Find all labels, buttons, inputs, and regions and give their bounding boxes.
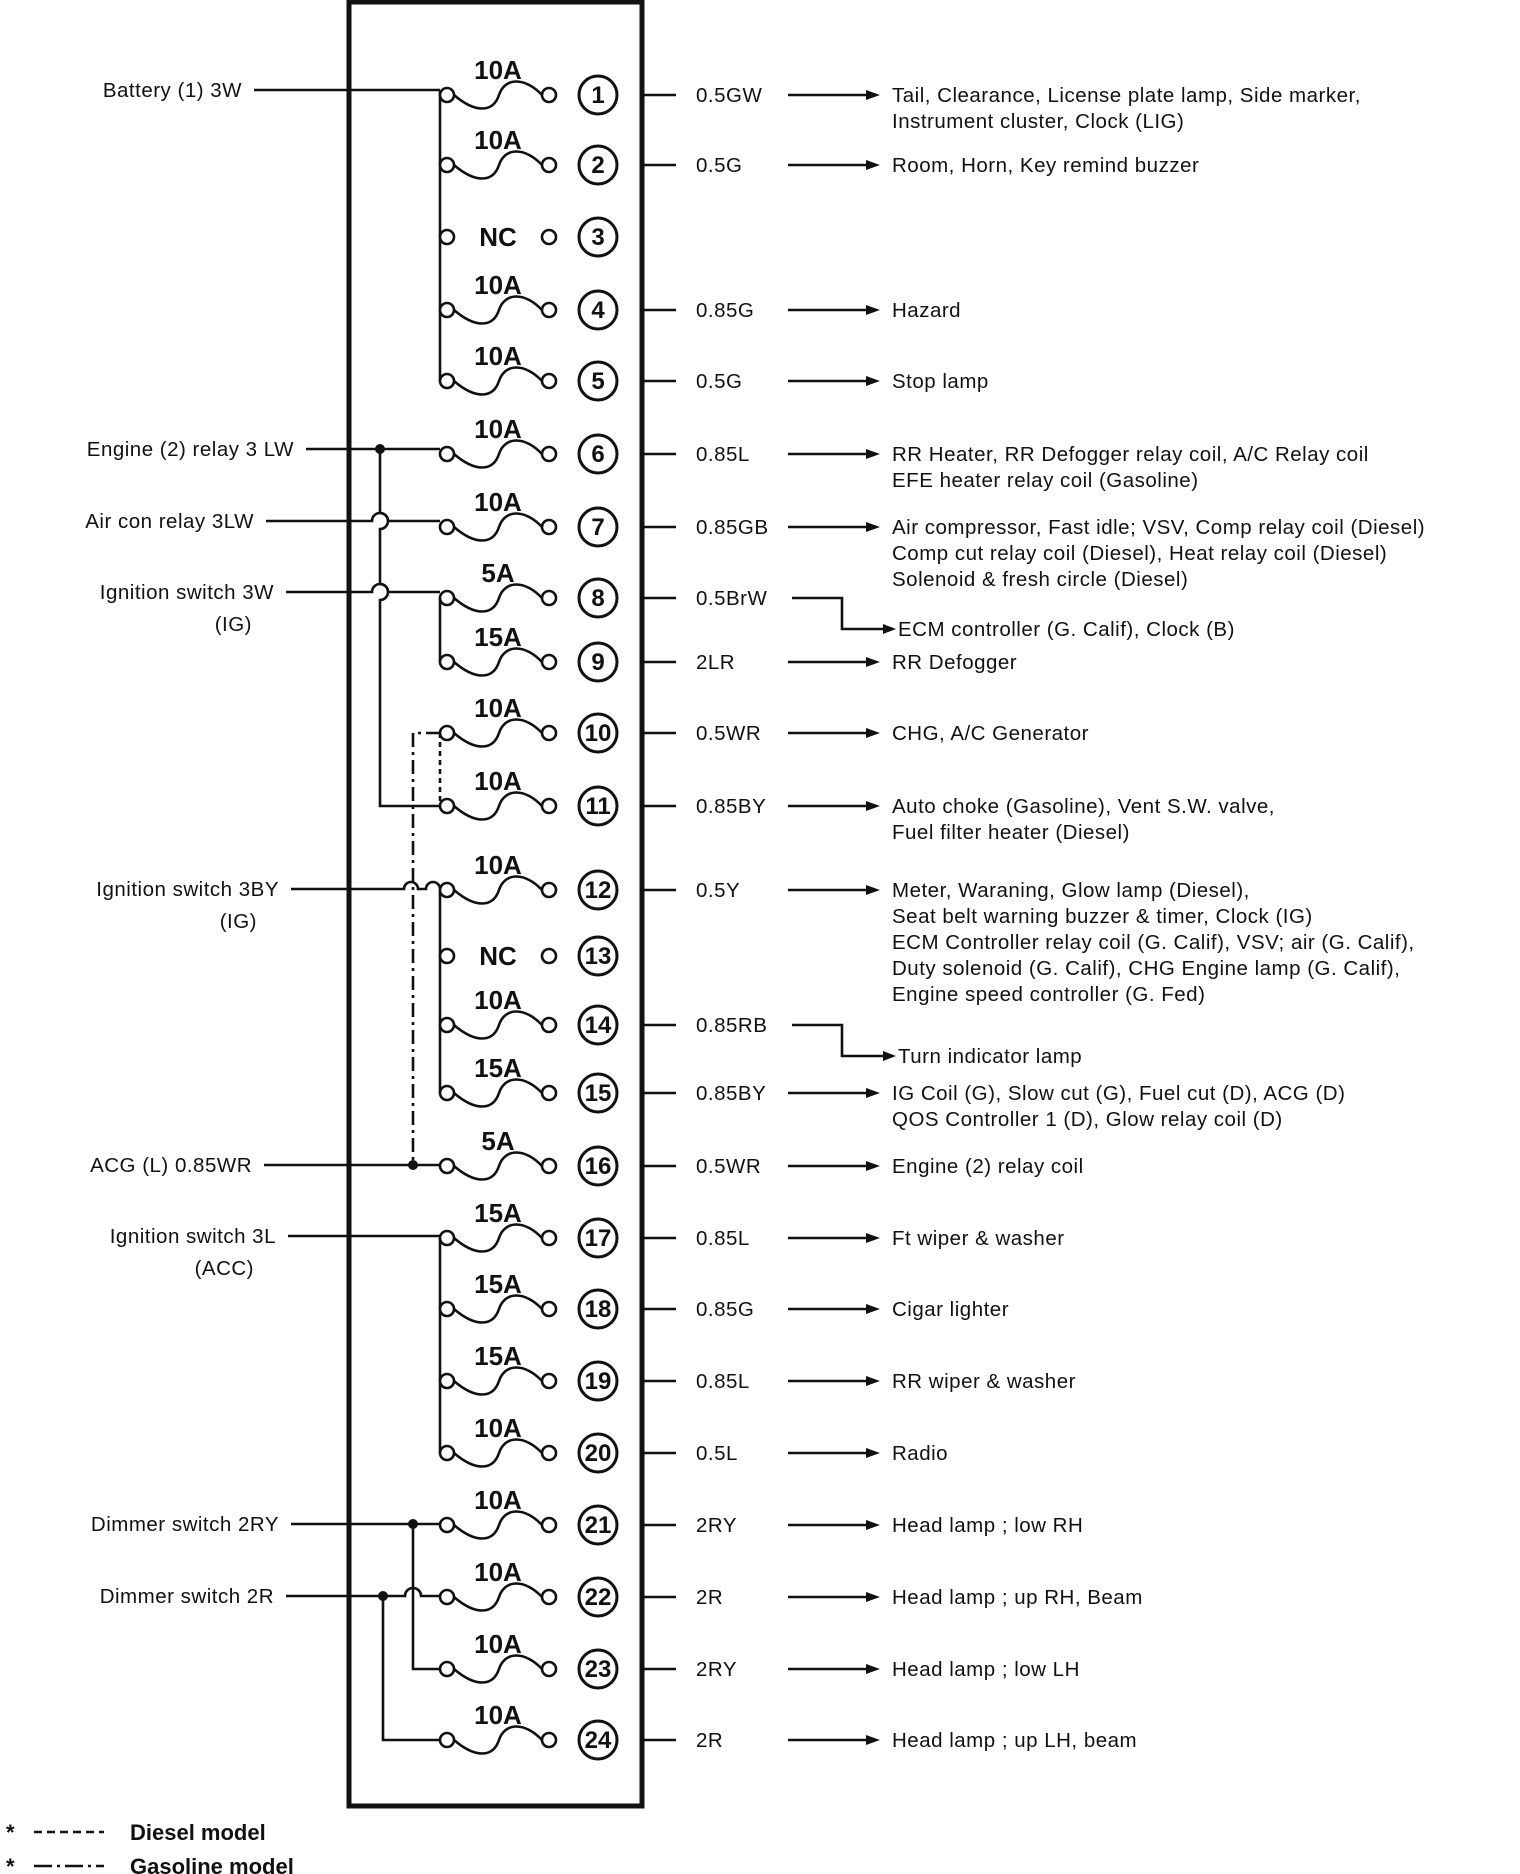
fuse-terminal-in	[440, 303, 454, 317]
fuse-terminal-in	[440, 1590, 454, 1604]
fuse-rating: NC	[479, 222, 517, 252]
fuse-element	[454, 1080, 542, 1107]
arrow-head	[866, 1592, 880, 1602]
arrow-head	[866, 1735, 880, 1745]
destination-line: Ft wiper & washer	[892, 1227, 1065, 1250]
fuse-terminal-out	[542, 1518, 556, 1532]
wire-gauge: 0.5G	[696, 154, 743, 177]
fuse-terminal-out	[542, 303, 556, 317]
output-lead	[792, 598, 883, 629]
legend-mark: *	[6, 1854, 15, 1874]
wire-gauge: 0.5WR	[696, 1155, 762, 1178]
fuse-13	[440, 937, 617, 975]
wire-gauge: 0.5Y	[696, 879, 741, 902]
destination-line: RR Heater, RR Defogger relay coil, A/C Relay coil	[892, 443, 1369, 466]
fuse-terminal-in	[440, 1018, 454, 1032]
fuse-number: 3	[591, 224, 605, 251]
fuse-1	[440, 55, 1361, 133]
fuse-6	[440, 414, 1369, 492]
destination-line: CHG, A/C Generator	[892, 722, 1089, 745]
fuse-rating: 10A	[474, 414, 522, 444]
destination-text	[892, 516, 1425, 591]
fuse-element	[454, 1368, 542, 1395]
destination-line: Seat belt warning buzzer & timer, Clock (IG)	[892, 905, 1313, 928]
fuse-element	[454, 585, 542, 612]
fuse-number: 22	[584, 1584, 612, 1611]
fuse-rating: 10A	[474, 1413, 522, 1443]
destination-line: Radio	[892, 1442, 949, 1465]
fuse-terminal-in	[440, 1086, 454, 1100]
destination-line: Solenoid & fresh circle (Diesel)	[892, 568, 1189, 591]
wire-gauge: 0.85G	[696, 1298, 755, 1321]
arrow-head	[866, 1233, 880, 1243]
fuse-element	[454, 877, 542, 904]
fuse-rating: 10A	[474, 1557, 522, 1587]
fuse-rating: 10A	[474, 1629, 522, 1659]
fuse-element	[454, 1225, 542, 1252]
fuse-number: 17	[584, 1225, 612, 1252]
destination-text	[892, 1514, 1083, 1537]
fuse-rating: 15A	[474, 1053, 522, 1083]
source-sublabel: (IG)	[219, 910, 257, 933]
destination-line: Duty solenoid (G. Calif), CHG Engine lamp (G. Calif),	[892, 957, 1401, 980]
fuse-number: 2	[591, 152, 605, 179]
fuse-list	[440, 55, 1425, 1759]
source-9	[100, 1585, 274, 1608]
destination-text	[892, 1442, 948, 1465]
fuse-terminal-out	[542, 1086, 556, 1100]
fuse-terminal-in	[440, 158, 454, 172]
destination-line: Auto choke (Gasoline), Vent S.W. valve,	[892, 795, 1275, 818]
fuse-terminal-in	[440, 230, 454, 244]
fuse-number: 15	[584, 1080, 612, 1107]
wire-gauge: 2RY	[696, 1514, 738, 1537]
fuse-number: 6	[591, 441, 605, 468]
wire-gauge: 0.85L	[696, 1370, 750, 1393]
arrow-head	[866, 1304, 880, 1314]
fuse-number: 24	[584, 1727, 612, 1754]
source-2	[87, 438, 294, 461]
fuse-terminal-in	[440, 1159, 454, 1173]
wire-gauge: 2RY	[696, 1658, 738, 1681]
destination-text	[892, 722, 1089, 745]
source-3	[85, 510, 254, 533]
fuse-terminal-out	[542, 88, 556, 102]
wire-gauge: 2R	[696, 1729, 724, 1752]
fuse-terminal-out	[542, 374, 556, 388]
destination-text	[892, 1155, 1084, 1178]
destination-line: Air compressor, Fast idle; VSV, Comp relay coil (Diesel)	[892, 516, 1426, 539]
fuse-terminal-out	[542, 1231, 556, 1245]
fuse-number: 16	[584, 1153, 612, 1180]
fuse-terminal-out	[542, 1446, 556, 1460]
fuse-number: 5	[591, 368, 605, 395]
destination-text	[892, 1370, 1076, 1393]
wire-gauge: 0.85RB	[696, 1014, 768, 1037]
destination-line: Room, Horn, Key remind buzzer	[892, 154, 1200, 177]
destination-line: EFE heater relay coil (Gasoline)	[892, 469, 1199, 492]
wire-gauge: 0.85BY	[696, 1082, 767, 1105]
fuse-rating: 10A	[474, 487, 522, 517]
fuse-number: 23	[584, 1656, 612, 1683]
fuse-7	[440, 487, 1425, 591]
fuse-number: 4	[591, 297, 605, 324]
destination-line: Stop lamp	[892, 370, 989, 393]
fuse-rating: 10A	[474, 985, 522, 1015]
fuse-terminal-out	[542, 520, 556, 534]
fuse-terminal-out	[542, 1733, 556, 1747]
destination-text	[892, 443, 1369, 492]
arrow-head	[866, 449, 880, 459]
arrow-head	[866, 1664, 880, 1674]
destination-text	[892, 299, 961, 322]
destination-line: Fuel filter heater (Diesel)	[892, 821, 1130, 844]
destination-text	[892, 1227, 1065, 1250]
fuse-rating: 10A	[474, 850, 522, 880]
fuse-terminal-in	[440, 949, 454, 963]
output-lead	[792, 1025, 883, 1056]
fuse-terminal-out	[542, 1662, 556, 1676]
fuse-number: 10	[584, 720, 612, 747]
fuse-terminal-in	[440, 655, 454, 669]
source-7	[110, 1225, 276, 1280]
fuse-element	[454, 1153, 542, 1180]
arrow-head	[866, 90, 880, 100]
fuse-number: 12	[584, 877, 612, 904]
fuse-rating: 10A	[474, 1485, 522, 1515]
source-5	[96, 878, 279, 933]
source-label: Ignition switch 3W	[99, 581, 274, 604]
fuse-rating: 15A	[474, 1269, 522, 1299]
destination-text	[892, 879, 1415, 1006]
destination-line: Cigar lighter	[892, 1298, 1010, 1321]
destination-text	[892, 84, 1361, 133]
fuse-16	[440, 1126, 1084, 1185]
fuse-terminal-out	[542, 447, 556, 461]
arrow-head	[866, 1520, 880, 1530]
fuse-element	[454, 1512, 542, 1539]
fuse-terminal-in	[440, 799, 454, 813]
fuse-element	[454, 1584, 542, 1611]
arrow-head	[866, 376, 880, 386]
fuse-terminal-out	[542, 1590, 556, 1604]
fuse-element	[454, 514, 542, 541]
destination-line: Head lamp ; up LH, beam	[892, 1729, 1138, 1752]
fuse-rating: 15A	[474, 622, 522, 652]
power-source-list	[85, 79, 294, 1608]
source-label: Air con relay 3LW	[85, 510, 254, 533]
arrow-head	[866, 801, 880, 811]
fuse-rating: 10A	[474, 55, 522, 85]
legend	[6, 1820, 294, 1874]
fuse-rating: 10A	[474, 125, 522, 155]
destination-text	[898, 1045, 1082, 1068]
destination-line: Head lamp ; low LH	[892, 1658, 1080, 1681]
fuse-element	[454, 152, 542, 179]
destination-line: QOS Controller 1 (D), Glow relay coil (D)	[892, 1108, 1283, 1131]
fuse-element	[454, 1727, 542, 1754]
fuse-rating: 10A	[474, 693, 522, 723]
destination-line: ECM Controller relay coil (G. Calif), VSV; air (G. Calif),	[892, 931, 1415, 954]
fuse-element	[454, 1440, 542, 1467]
fuse-terminal-in	[440, 726, 454, 740]
destination-line: RR Defogger	[892, 651, 1018, 674]
fuse-number: 13	[584, 943, 612, 970]
destination-line: Hazard	[892, 299, 962, 322]
fuse-terminal-out	[542, 1374, 556, 1388]
fuse-terminal-in	[440, 591, 454, 605]
fuse-terminal-in	[440, 1374, 454, 1388]
fuse-element	[454, 1656, 542, 1683]
fuse-rating: 15A	[474, 1198, 522, 1228]
fuse-terminal-in	[440, 883, 454, 897]
fuse-element	[454, 1296, 542, 1323]
fuse-terminal-in	[440, 1518, 454, 1532]
fuse-number: 18	[584, 1296, 612, 1323]
fuse-number: 14	[584, 1012, 612, 1039]
fuse-element	[454, 82, 542, 109]
fuse-terminal-out	[542, 726, 556, 740]
fuse-24	[440, 1700, 1137, 1759]
arrow-head	[866, 1376, 880, 1386]
fuse-element	[454, 793, 542, 820]
fuse-terminal-in	[440, 1446, 454, 1460]
source-label: Dimmer switch 2R	[99, 1585, 274, 1608]
fuse-number: 1	[591, 82, 605, 109]
destination-line: Head lamp ; low RH	[892, 1514, 1084, 1537]
destination-line: Instrument cluster, Clock (LIG)	[892, 110, 1185, 133]
destination-line: Head lamp ; up RH, Beam	[892, 1586, 1143, 1609]
wire-gauge: 0.5GW	[696, 84, 763, 107]
wire-gauge: 0.85L	[696, 443, 750, 466]
destination-text	[892, 370, 989, 393]
destination-text	[898, 618, 1235, 641]
destination-line: Turn indicator lamp	[898, 1045, 1083, 1068]
fuse-element	[454, 297, 542, 324]
destination-text	[892, 1729, 1137, 1752]
fuse-terminal-in	[440, 1733, 454, 1747]
fuse-terminal-in	[440, 1302, 454, 1316]
wire-gauge: 0.85BY	[696, 795, 767, 818]
arrow-head	[866, 305, 880, 315]
fuse-23	[440, 1629, 1080, 1688]
wire-gauge: 0.5L	[696, 1442, 738, 1465]
fuse-terminal-in	[440, 1231, 454, 1245]
destination-text	[892, 1298, 1009, 1321]
fuse-4	[440, 270, 961, 329]
fuse-terminal-in	[440, 88, 454, 102]
fuse-terminal-out	[542, 883, 556, 897]
destination-line: Engine (2) relay coil	[892, 1155, 1084, 1178]
fuse-rating: 10A	[474, 766, 522, 796]
legend-item	[6, 1854, 294, 1874]
arrow-head	[866, 522, 880, 532]
wire-gauge: 0.5G	[696, 370, 743, 393]
fuse-10	[440, 693, 1089, 752]
destination-text	[892, 651, 1017, 674]
fuse-20	[440, 1413, 948, 1472]
fuse-19	[440, 1341, 1076, 1400]
source-label: Engine (2) relay 3 LW	[86, 438, 294, 461]
fuse-17	[440, 1198, 1065, 1257]
fuse-15	[440, 1053, 1345, 1131]
fuse-element	[454, 1012, 542, 1039]
destination-line: ECM controller (G. Calif), Clock (B)	[898, 618, 1235, 641]
fuse-terminal-out	[542, 591, 556, 605]
fuse-number: 7	[591, 514, 605, 541]
arrow-head	[866, 1448, 880, 1458]
fuse-terminal-out	[542, 949, 556, 963]
fuse-rating: 10A	[474, 270, 522, 300]
destination-text	[892, 1586, 1143, 1609]
arrow-head	[883, 624, 896, 634]
destination-text	[892, 154, 1199, 177]
fuse-terminal-out	[542, 1159, 556, 1173]
fuse-terminal-out	[542, 1018, 556, 1032]
wire-gauge: 0.85GB	[696, 516, 769, 539]
source-label: Ignition switch 3BY	[96, 878, 279, 901]
fuse-12	[440, 850, 1415, 1006]
destination-line: Meter, Waraning, Glow lamp (Diesel),	[892, 879, 1250, 902]
wire-gauge: 0.5BrW	[696, 587, 768, 610]
source-1	[103, 79, 242, 102]
fuse-element	[454, 720, 542, 747]
legend-mark: *	[6, 1820, 15, 1845]
arrow-head	[883, 1051, 896, 1061]
fuse-rating: 10A	[474, 341, 522, 371]
fuse-rating: NC	[479, 941, 517, 971]
fuse-element	[454, 441, 542, 468]
arrow-head	[866, 728, 880, 738]
fuse-rating: 15A	[474, 1341, 522, 1371]
legend-item	[6, 1820, 266, 1845]
fuse-number: 21	[584, 1512, 612, 1539]
arrow-head	[866, 1161, 880, 1171]
fuse-terminal-out	[542, 158, 556, 172]
arrow-head	[866, 1088, 880, 1098]
fuse-rating: 5A	[481, 558, 515, 588]
fuse-element	[454, 368, 542, 395]
fuse-22	[440, 1557, 1143, 1616]
source-label: Ignition switch 3L	[109, 1225, 276, 1248]
source-sublabel: (ACC)	[194, 1257, 254, 1280]
fuse-rating: 5A	[481, 1126, 515, 1156]
fuse-element	[454, 649, 542, 676]
destination-text	[892, 795, 1275, 844]
destination-text	[892, 1082, 1345, 1131]
fuse-terminal-out	[542, 799, 556, 813]
source-4	[100, 581, 274, 636]
fuse-18	[440, 1269, 1009, 1328]
arrow-head	[866, 160, 880, 170]
fuse-terminal-out	[542, 1302, 556, 1316]
fuse-terminal-in	[440, 1662, 454, 1676]
fuse-5	[440, 341, 989, 400]
source-label: Battery (1) 3W	[102, 79, 242, 102]
fuse-terminal-in	[440, 520, 454, 534]
legend-label: Gasoline model	[130, 1854, 294, 1874]
fuse-terminal-in	[440, 447, 454, 461]
arrow-head	[866, 885, 880, 895]
wire-gauge: 0.85G	[696, 299, 755, 322]
destination-text	[892, 1658, 1080, 1681]
fuse-2	[440, 125, 1199, 184]
fuse-number: 11	[585, 793, 611, 820]
fuse-terminal-out	[542, 655, 556, 669]
fuse-21	[440, 1485, 1083, 1544]
source-label: ACG (L) 0.85WR	[90, 1154, 252, 1177]
legend-label: Diesel model	[130, 1820, 266, 1845]
arrow-head	[866, 657, 880, 667]
destination-line: Comp cut relay coil (Diesel), Heat relay coil (Diesel)	[892, 542, 1388, 565]
fuse-number: 9	[591, 649, 605, 676]
wire-gauge: 2R	[696, 1586, 724, 1609]
wire-gauge: 2LR	[696, 651, 736, 674]
fuse-number: 20	[584, 1440, 612, 1467]
fuse-number: 8	[591, 585, 605, 612]
fuse-number: 19	[584, 1368, 612, 1395]
destination-line: Tail, Clearance, License plate lamp, Side marker,	[892, 84, 1361, 107]
wire-gauge: 0.5WR	[696, 722, 762, 745]
fuse-3	[440, 218, 617, 256]
destination-line: RR wiper & washer	[892, 1370, 1076, 1393]
fuse-11	[440, 766, 1275, 844]
fuse-terminal-out	[542, 230, 556, 244]
destination-line: IG Coil (G), Slow cut (G), Fuel cut (D), ACG (D)	[892, 1082, 1346, 1105]
wire-gauge: 0.85L	[696, 1227, 750, 1250]
source-6	[90, 1154, 252, 1177]
fuse-rating: 10A	[474, 1700, 522, 1730]
source-8	[91, 1513, 279, 1536]
fuse-terminal-in	[440, 374, 454, 388]
source-label: Dimmer switch 2RY	[90, 1513, 279, 1536]
destination-line: Engine speed controller (G. Fed)	[892, 983, 1206, 1006]
source-sublabel: (IG)	[214, 613, 252, 636]
